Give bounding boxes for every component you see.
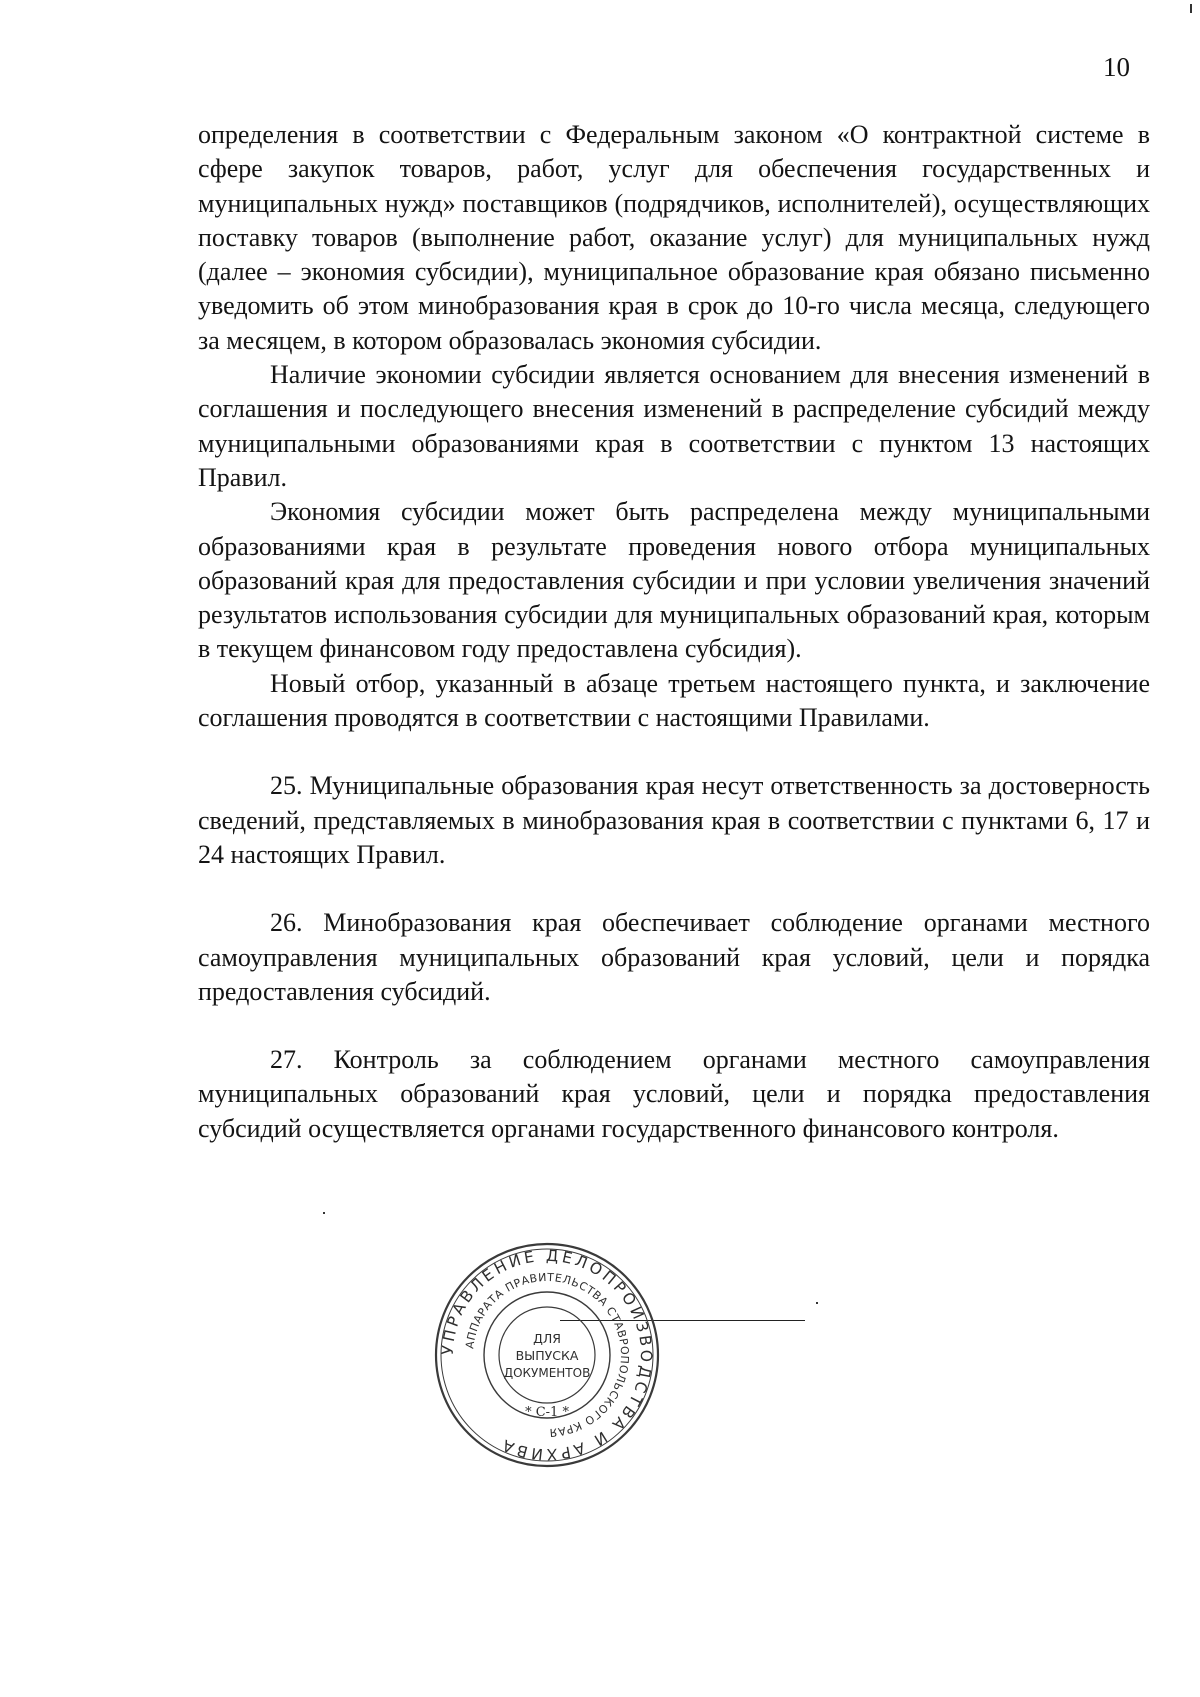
stamp-code: * С-1 * <box>525 1405 569 1420</box>
clause-25: 25. Муниципальные образования края несут ответственность за достоверность сведений, представляемых в минобразования края в соответствии с пунктами 6, 17 и 24 настоящих Правил. <box>198 771 1150 869</box>
page-number: 10 <box>1103 52 1130 82</box>
paragraph-savings-basis: Наличие экономии субсидии является основанием для внесения изменений в соглашения и последующего внесения изменений в распределение субсидий между муниципальными образованиями края в соответствии с пунктом 13 настоящих Правил. <box>198 360 1150 492</box>
official-stamp <box>432 1240 662 1470</box>
stamp-inner-text: АППАРАТА ПРАВИТЕЛЬСТВА СТАВРОПОЛЬСКОГО КРАЯ <box>463 1270 632 1440</box>
paragraph-continuation: определения в соответствии с Федеральным законом «О контрактной системе в сфере закупок товаров, работ, услуг для обеспечения государственных и муниципальных нужд» поставщиков (подрядчиков, исполнителей), осуществляющих поставку товаров (выполнение работ, оказание услуг) для муниципальных нужд (далее – экономия субсидии), муниципальное образование края обязано письменно уведомить об этом минобразования края в срок до 10-го числа месяца, следующего за месяцем, в котором образовалась экономия субсидии. <box>198 120 1150 355</box>
paragraph-savings-distribution: Экономия субсидии может быть распределена между муниципальными образованиями края в результате проведения нового отбора муниципальных образований края для предоставления субсидии и при условии увеличения значений результатов использования субсидии для муниципальных образований края, которым в текущем финансовом году предоставлена субсидия). <box>198 497 1150 664</box>
stamp-center-line-3: ДОКУМЕНТОВ <box>503 1366 591 1380</box>
stamp-outer-text: УПРАВЛЕНИЕ ДЕЛОПРОИЗВОДСТВА И АРХИВА <box>438 1246 656 1464</box>
scan-speck <box>1190 4 1192 13</box>
scan-speck <box>323 1212 325 1214</box>
stamp-center-line-2: ВЫПУСКА <box>515 1348 579 1363</box>
stamp-center-line-1: ДЛЯ <box>533 1331 561 1346</box>
clause-26: 26. Минобразования края обеспечивает соблюдение органами местного самоуправления муниципальных образований края условий, цели и порядка предоставления субсидий. <box>198 908 1150 1006</box>
clause-27: 27. Контроль за соблюдением органами местного самоуправления муниципальных образований края условий, цели и порядка предоставления субсидий осуществляется органами государственного финансового контроля. <box>198 1045 1150 1143</box>
scan-speck <box>816 1302 818 1304</box>
stamp-seal-icon <box>432 1240 662 1470</box>
document-body <box>198 118 1150 1146</box>
paragraph-new-selection: Новый отбор, указанный в абзаце третьем настоящего пункта, и заключение соглашения проводятся в соответствии с настоящими Правилами. <box>198 668 1150 733</box>
